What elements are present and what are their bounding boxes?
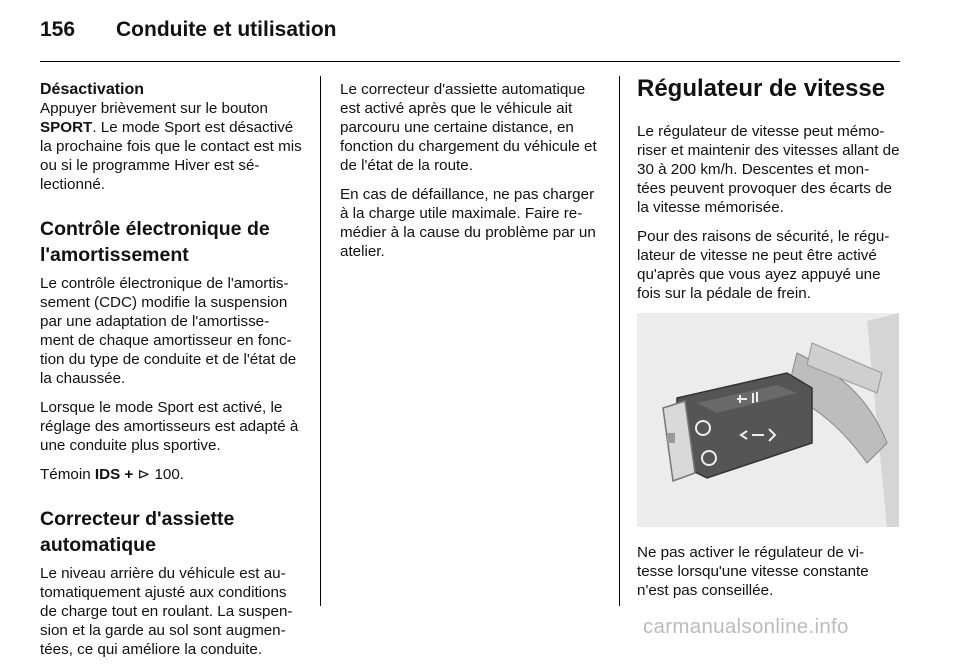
page-number: 156 [40, 18, 76, 41]
paragraph: Le correcteur d'assiette automatique est activé après que le véhicule ait parcouru une certaine distance, en fonction du chargement du véhicule et de l'état de la route. [340, 81, 597, 174]
header-rule [40, 61, 900, 62]
text-run: Appuyer brièvement sur le bouton [40, 100, 268, 117]
page-ref: 100. [150, 466, 185, 483]
column-middle [340, 80, 605, 271]
paragraph: Le niveau arrière du véhicule est au- tomatiquement ajusté aux conditions de charge tout en roulant. La suspen- sion et la garde au sol sont augmen- tées, ce qui améliore la conduite. [40, 565, 293, 658]
paragraph: Ne pas activer le régulateur de vi- tesse lorsqu'une vitesse constante n'est pas conseillée. [637, 544, 869, 599]
column-divider [619, 76, 620, 606]
paragraph [40, 465, 304, 484]
page-title: Conduite et utilisation [116, 18, 337, 41]
text-run: Témoin [40, 466, 95, 483]
sport-button-label: SPORT [40, 119, 93, 136]
ids-label: IDS + [94, 466, 134, 483]
page-header [0, 0, 960, 62]
section-heading-leveling: Correcteur d'assiette automatique [40, 508, 235, 556]
paragraph: Pour des raisons de sécurité, le régu- lateur de vitesse ne peut être activé qu'après que vous ayez appuyé une fois sur la pédale de frein. [637, 228, 890, 302]
paragraph: Le régulateur de vitesse peut mémo- riser et maintenir des vitesses allant de 30 à 200 km/h. Descentes et mon- tées peuvent provoquer des écarts de la vitesse mémorisée. [637, 123, 900, 216]
column-left [40, 80, 304, 669]
arrow-icon: ⊳ [133, 466, 151, 483]
section-heading-deactivation: Désactivation [40, 81, 145, 98]
column-divider [320, 76, 321, 606]
section-heading-cruise-control: Régulateur de vitesse [637, 75, 886, 102]
watermark: carmanualsonline.info [643, 615, 849, 638]
paragraph [40, 99, 304, 194]
section-heading-cdc: Contrôle électronique de l'amortissement [40, 218, 270, 266]
text-run: . Le mode Sport est désactivé la prochaine fois que le contact est mis ou si le programme Hiver est sé- lectionné. [40, 119, 302, 193]
paragraph: Lorsque le mode Sport est activé, le réglage des amortisseurs est adapté à une conduite plus sportive. [40, 399, 299, 454]
column-right [637, 75, 901, 610]
paragraph: Le contrôle électronique de l'amortis- sement (CDC) modifie la suspension par une adaptation de l'amortisse- ment de chaque amortisseur en fonc- tion du type de conduite et de l'état de la chaussée. [40, 275, 297, 387]
cruise-control-lever-illustration [637, 313, 899, 527]
paragraph: En cas de défaillance, ne pas charger à la charge utile maximale. Faire re- médier à la cause du problème par un atelier. [340, 186, 596, 260]
